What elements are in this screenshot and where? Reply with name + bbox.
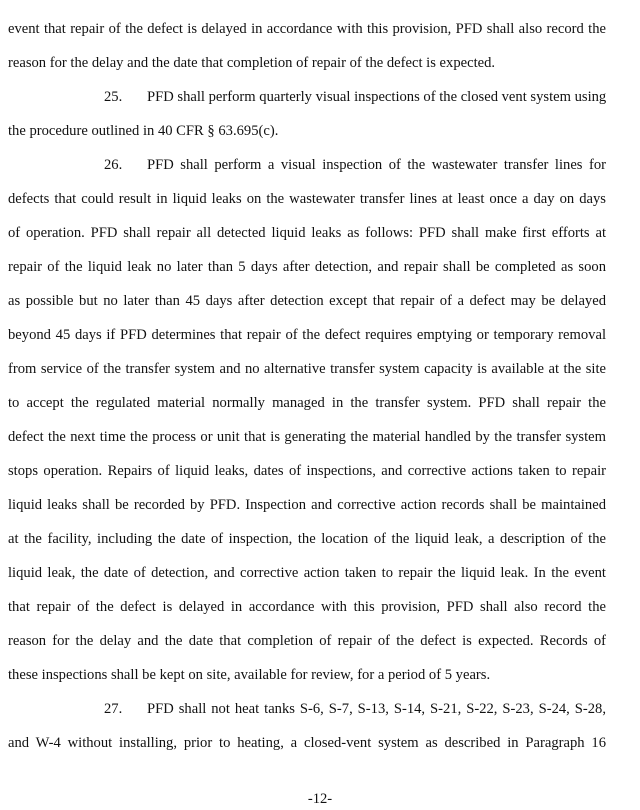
text-line: PFD shall perform quarterly visual inspections of the closed vent system using [147, 89, 607, 105]
text-line: PFD shall perform a visual inspection of the wastewater transfer lines for [147, 157, 606, 173]
paragraph-number: 26. [104, 157, 123, 173]
text-line: from service of the transfer system and no alternative transfer system capacity is available at the site [8, 361, 606, 377]
text-line: defect the next time the process or unit that is generating the material handled by the transfer system [8, 429, 606, 445]
text-line: repair of the liquid leak no later than 5 days after detection, and repair shall be completed as soon [8, 259, 606, 275]
text-line: that repair of the defect is delayed in accordance with this provision, PFD shall also record the [8, 599, 606, 615]
text-line: the procedure outlined in 40 CFR § 63.695(c). [8, 123, 279, 139]
text-line: and W-4 without installing, prior to heating, a closed-vent system as described in Paragraph 16 [8, 735, 606, 751]
text-line: reason for the delay and the date that completion of repair of the defect is expected. [8, 55, 496, 71]
text-line: as possible but no later than 45 days after detection except that repair of a defect may be delayed [8, 293, 606, 309]
paragraph-number: 27. [104, 701, 123, 717]
paragraph-number: 25. [104, 89, 123, 105]
text-line: liquid leak, the date of detection, and corrective action taken to repair the liquid leak. In the event [8, 565, 606, 581]
text-line: these inspections shall be kept on site, available for review, for a period of 5 years. [8, 667, 491, 683]
text-line: PFD shall not heat tanks S-6, S-7, S-13, S-14, S-21, S-22, S-23, S-24, S-28, [147, 701, 606, 717]
text-line: reason for the delay and the date that completion of repair of the defect is expected. Records of [8, 633, 606, 649]
text-line: stops operation. Repairs of liquid leaks, dates of inspections, and corrective actions taken to repair [8, 463, 606, 479]
text-line: event that repair of the defect is delayed in accordance with this provision, PFD shall also record the [8, 21, 606, 37]
text-line: beyond 45 days if PFD determines that repair of the defect requires emptying or temporary removal [8, 327, 606, 343]
text-line: of operation. PFD shall repair all detected liquid leaks as follows: PFD shall make first efforts at [8, 225, 606, 241]
text-line: at the facility, including the date of inspection, the location of the liquid leak, a description of the [8, 531, 606, 547]
text-line: to accept the regulated material normally managed in the transfer system. PFD shall repair the [8, 395, 606, 411]
page-number: -12- [307, 791, 333, 807]
text-line: defects that could result in liquid leaks on the wastewater transfer lines at least once a day on days [8, 191, 606, 207]
text-line: liquid leaks shall be recorded by PFD. Inspection and corrective action records shall be maintained [8, 497, 606, 513]
